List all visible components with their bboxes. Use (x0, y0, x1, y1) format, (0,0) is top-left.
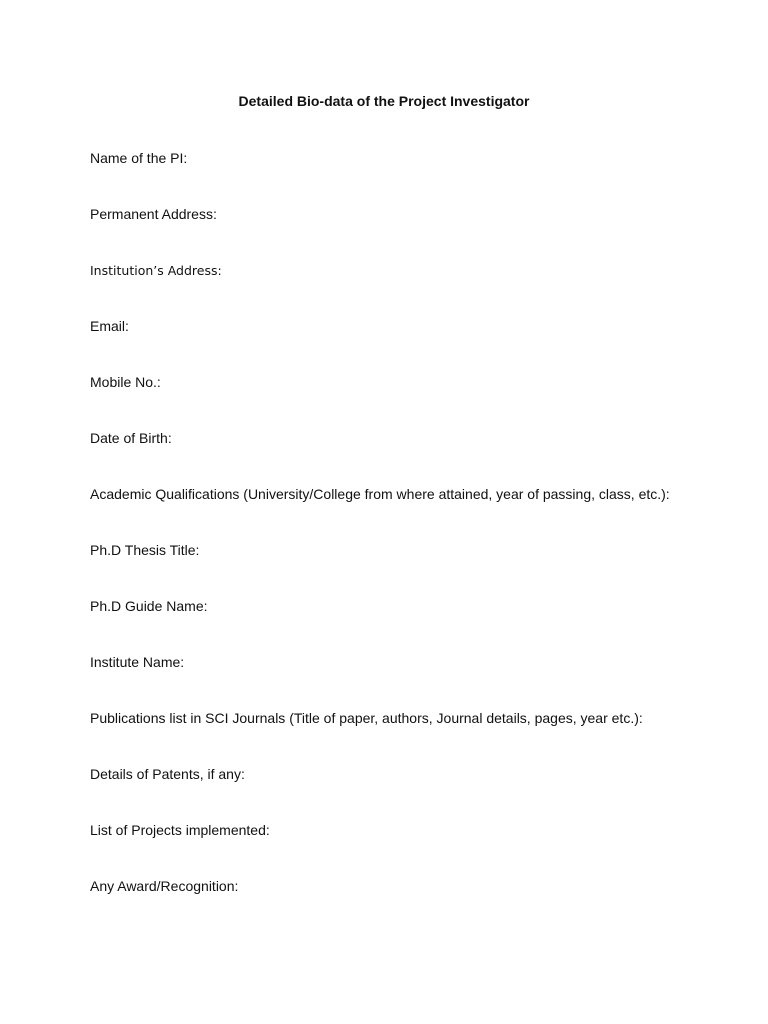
field-label-phd-thesis-title: Ph.D Thesis Title: (90, 542, 200, 558)
field-label-email: Email: (90, 318, 129, 334)
document-title: Detailed Bio-data of the Project Investigator (238, 93, 530, 109)
field-label-institute-name: Institute Name: (90, 654, 185, 670)
field-label-award-recognition: Any Award/Recognition: (90, 878, 239, 894)
field-label-name-of-pi: Name of the PI: (90, 150, 188, 166)
field-label-publications-list: Publications list in SCI Journals (Title of paper, authors, Journal details, pages, year etc.): (90, 710, 643, 726)
field-label-details-of-patents: Details of Patents, if any: (90, 766, 245, 782)
field-label-permanent-address: Permanent Address: (90, 206, 217, 222)
field-label-institution-address: Institution’s Address: (90, 263, 222, 278)
field-label-phd-guide-name: Ph.D Guide Name: (90, 598, 208, 614)
field-label-date-of-birth: Date of Birth: (90, 430, 172, 446)
field-label-mobile-no: Mobile No.: (90, 374, 161, 390)
field-label-academic-qualifications: Academic Qualifications (University/College from where attained, year of passing, class, etc.): (90, 486, 670, 502)
field-label-list-of-projects: List of Projects implemented: (90, 822, 270, 838)
